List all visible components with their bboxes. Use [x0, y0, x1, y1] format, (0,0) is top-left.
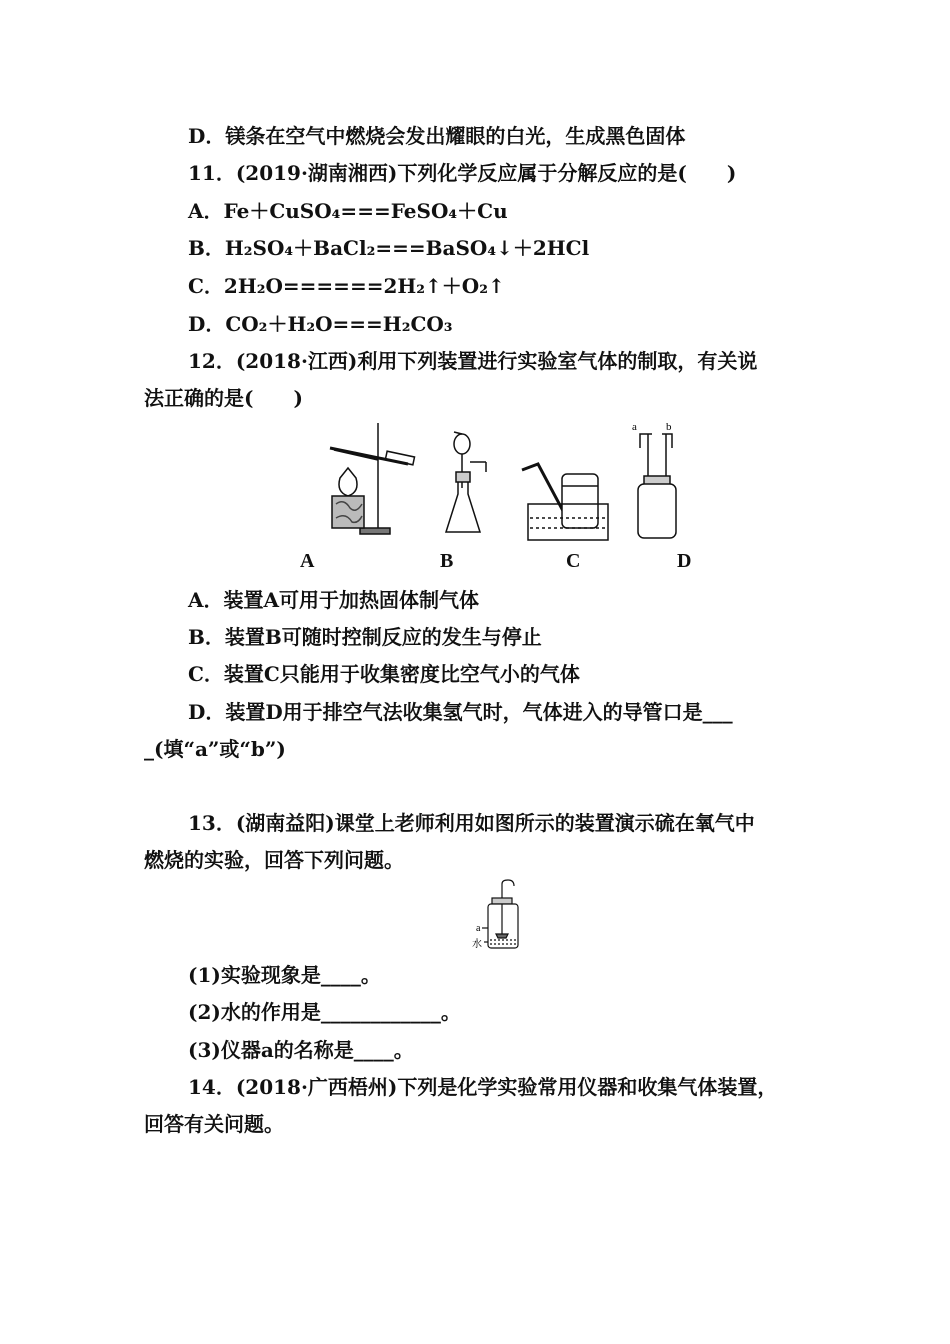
q11-stem: 11．(2019·湖南湘西)下列化学反应属于分解反应的是( ) [188, 161, 737, 185]
tube-label-a: a [632, 421, 637, 433]
figure-label-a: A [300, 550, 315, 572]
q10-option-d: D．镁条在空气中燃烧会发出耀眼的白光，生成黑色固体 [188, 124, 686, 148]
q12-option-c: C．装置C只能用于收集密度比空气小的气体 [188, 662, 580, 686]
apparatus-c-icon [522, 464, 608, 540]
q14-stem-line2: 回答有关问题。 [144, 1112, 284, 1136]
label-water: 水 [472, 939, 482, 950]
q12-option-b: B．装置B可随时控制反应的发生与停止 [188, 625, 542, 649]
q13-sulfur-burning-figure [470, 878, 526, 954]
figure-label-d: D [677, 550, 692, 572]
q12-apparatus-figure [300, 418, 700, 543]
q13-sub2: (2)水的作用是____________。 [188, 1000, 461, 1024]
q14-stem-line1: 14．(2018·广西梧州)下列是化学实验常用仪器和收集气体装置， [188, 1075, 778, 1099]
q12-option-d-line2: _(填“a”或“b”) [144, 737, 286, 761]
q12-option-d-line1: D．装置D用于排空气法收集氢气时，气体进入的导管口是___ [188, 700, 733, 724]
q11-option-d: D．CO₂＋H₂O===H₂CO₃ [188, 312, 453, 336]
q13-stem-line1: 13．(湖南益阳)课堂上老师利用如图所示的装置演示硫在氧气中 [188, 811, 755, 835]
q11-option-b: B．H₂SO₄＋BaCl₂===BaSO₄↓＋2HCl [188, 236, 590, 260]
q12-stem-line1: 12．(2018·江西)利用下列装置进行实验室气体的制取，有关说 [188, 349, 758, 373]
tube-label-b: b [666, 421, 672, 433]
q11-option-a: A．Fe＋CuSO₄===FeSO₄＋Cu [188, 199, 508, 223]
q12-stem-line2: 法正确的是( ) [144, 386, 303, 410]
q13-stem-line2: 燃烧的实验，回答下列问题。 [144, 848, 404, 872]
label-a: a [476, 923, 481, 934]
q11-option-c: C．2H₂O======2H₂↑＋O₂↑ [188, 274, 505, 298]
q13-sub3: (3)仪器a的名称是____。 [188, 1038, 414, 1062]
q13-sub1: (1)实验现象是____。 [188, 963, 381, 987]
apparatus-a-icon [330, 423, 415, 534]
apparatus-d-icon [638, 434, 676, 538]
q12-option-a: A．装置A可用于加热固体制气体 [188, 588, 480, 612]
figure-label-c: C [566, 550, 581, 572]
figure-label-b: B [440, 550, 454, 572]
apparatus-b-icon [446, 432, 486, 532]
